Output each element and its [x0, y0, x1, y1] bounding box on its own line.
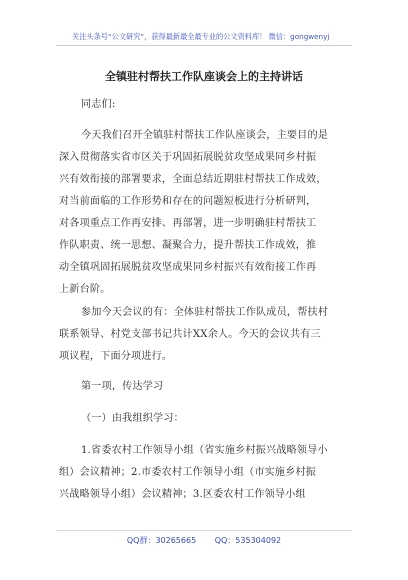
subsection-heading-text: （一）由我组织学习：	[81, 413, 184, 424]
paragraph-intro-line-4: 对当前面临的工作形势和存在的问题短板进行分析研判，	[59, 196, 317, 207]
paragraph-study-items-line-2: 组）会议精神；2.市委农村工作领导小组（市实施乡村振	[59, 467, 317, 478]
header-divider	[56, 45, 352, 46]
paragraph-intro-line-6: 作队职责、统一思想、凝聚合力，提升帮扶工作成效，推	[59, 240, 317, 251]
paragraph-intro-line-1: 今天我们召开全镇驻村帮扶工作队座谈会，主要目的是	[81, 130, 329, 141]
footer	[0, 533, 408, 549]
section-heading	[59, 376, 349, 398]
salutation	[59, 94, 349, 116]
paragraph-attendees-line-2: 联系领导、村党支部书记共计XX余人。今天的会议共有三	[59, 329, 321, 340]
paragraph-attendees-line-1: 参加今天会议的有：全体驻村帮扶工作队成员，帮扶村	[81, 307, 329, 318]
paragraph-study-items-line-3: 兴战略领导小组）会议精神；3.区委农村工作领导小组	[59, 489, 306, 500]
subsection-heading	[59, 408, 349, 430]
footer-qq-group: QQ群：30265665	[126, 536, 197, 545]
document-title: 全镇驻村帮扶工作队座谈会上的主持讲话	[105, 70, 303, 83]
footer-divider	[56, 530, 352, 531]
salutation-text: 同志们:	[81, 99, 116, 110]
section-heading-text: 第一项，传达学习	[81, 381, 164, 392]
paragraph-study-items	[59, 440, 349, 506]
paragraph-intro-line-7: 动全镇巩固拓展脱贫攻坚成果同乡村振兴有效衔接工作再	[59, 262, 317, 273]
paragraph-attendees-line-3: 项议程，下面分项进行。	[59, 351, 173, 362]
paragraph-intro-line-8: 上新台阶。	[59, 284, 111, 295]
footer-qq: QQ：535304092	[214, 536, 282, 545]
header-note: 关注头条号“公文研究”，获得最新最全最专业的公文资料库！ 微信：gongwenyj	[72, 32, 330, 41]
paragraph-intro-line-5: 对各项重点工作再安排、再部署，进一步明确驻村帮扶工	[59, 218, 317, 229]
paragraph-attendees	[59, 302, 349, 368]
paragraph-intro	[59, 125, 349, 301]
paragraph-intro-line-2: 深入贯彻落实省市区关于巩固拓展脱贫攻坚成果同乡村振	[59, 152, 317, 163]
paragraph-intro-line-3: 兴有效衔接的部署要求，全面总结近期驻村帮扶工作成效，	[59, 174, 327, 185]
paragraph-study-items-line-1: 1.省委农村工作领导小组（省实施乡村振兴战略领导小	[81, 445, 328, 456]
